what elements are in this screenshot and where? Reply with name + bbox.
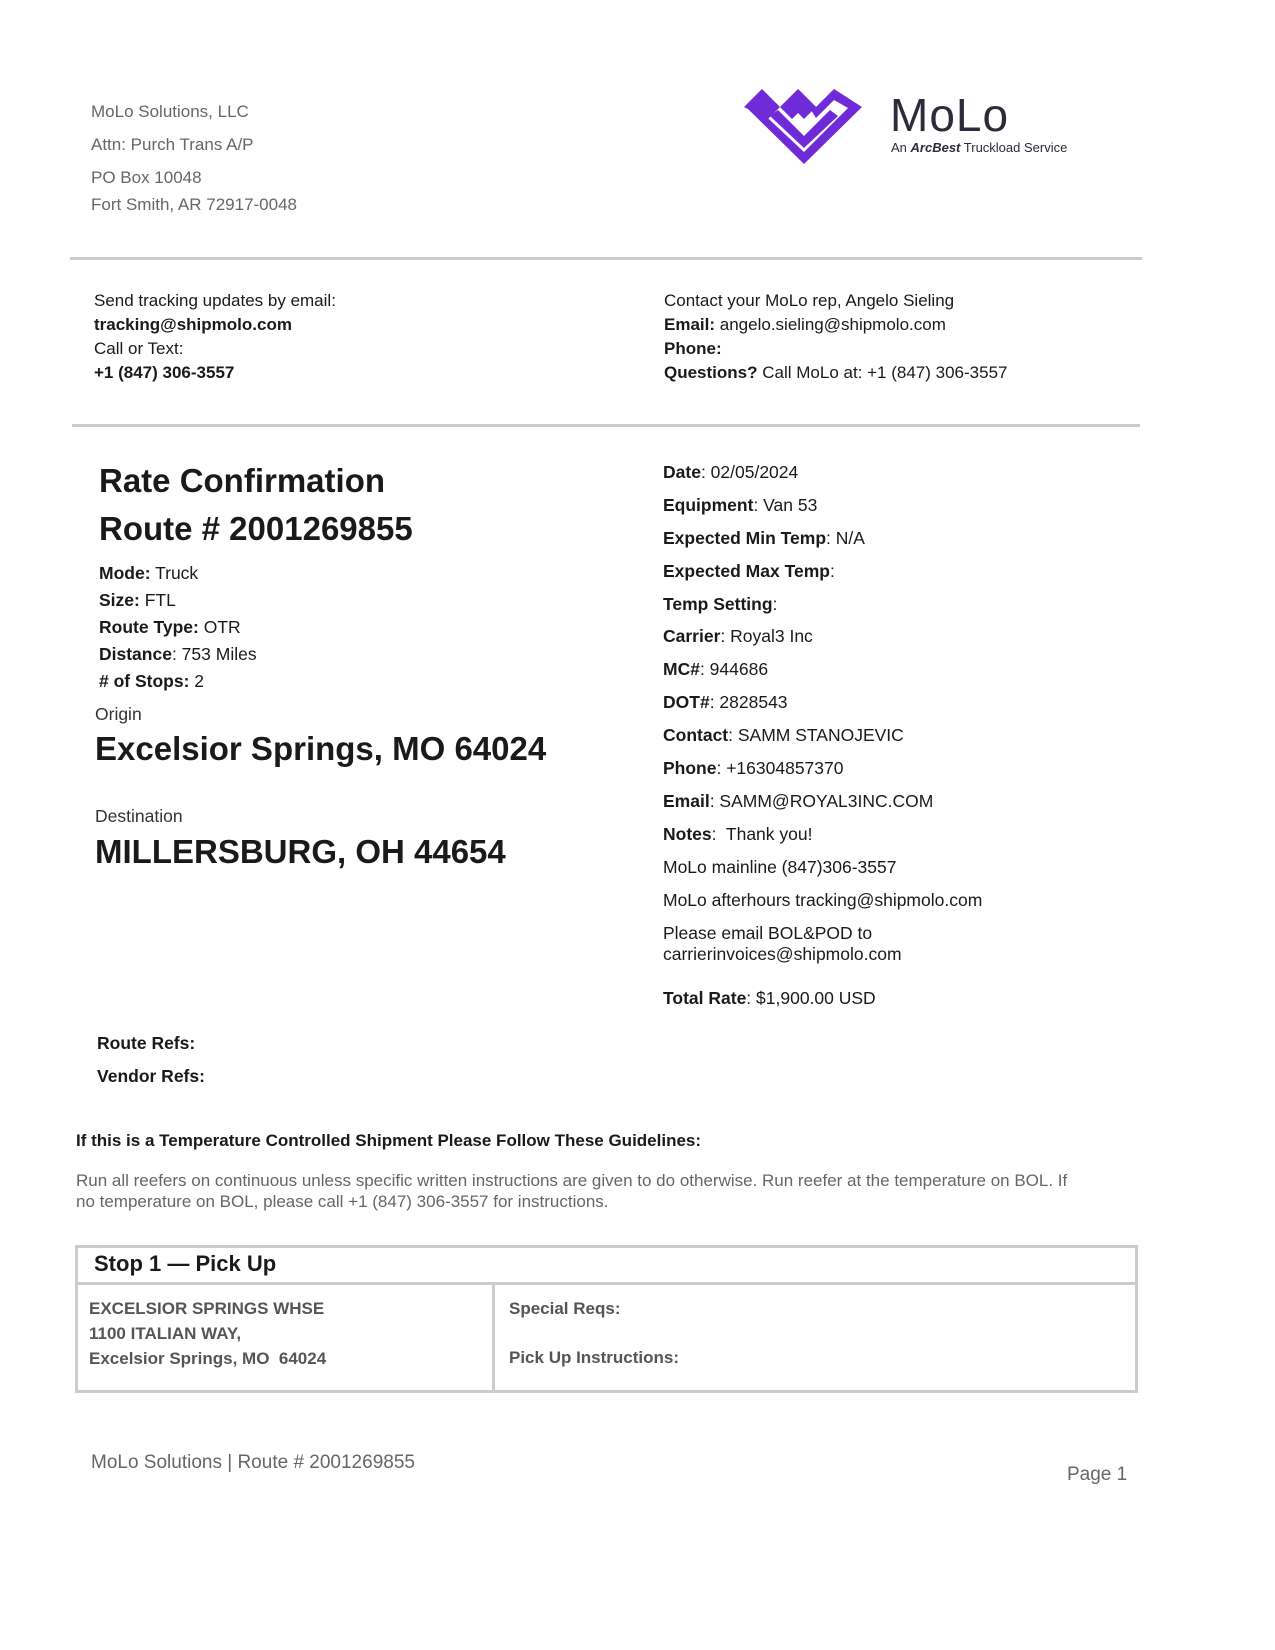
notes-bol-line2: carrierinvoices@shipmolo.com [663, 944, 902, 964]
stop-1-column-divider [492, 1284, 495, 1392]
detail-equipment [663, 495, 817, 516]
footer-route: MoLo Solutions | Route # 2001269855 [91, 1452, 415, 1473]
rep-email-row [664, 312, 946, 337]
total-rate-label: Total Rate [663, 988, 747, 1008]
mode-label: Mode: [99, 563, 151, 583]
detail-value[interactable]: : SAMM@ROYAL3INC.COM [709, 791, 934, 811]
rep-questions-row [664, 360, 1008, 385]
rep-questions-label: Questions? [664, 363, 758, 382]
stop-1-header-divider [75, 1282, 1138, 1285]
detail-label: MC# [663, 659, 700, 679]
tracking-phone[interactable]: +1 (847) 306-3557 [94, 363, 235, 382]
rep-questions-value: Call MoLo at: +1 (847) 306-3557 [762, 363, 1008, 382]
stop-1-facility-name: EXCELSIOR SPRINGS WHSE [89, 1299, 325, 1318]
detail-contact [663, 725, 904, 746]
tracking-instructions: Send tracking updates by email: [94, 291, 336, 310]
temperature-text-line2: no temperature on BOL, please call +1 (847) 306-3557 for instructions. [76, 1192, 609, 1211]
detail-value: : 02/05/2024 [700, 462, 799, 482]
route-type-value: OTR [203, 617, 241, 637]
rep-phone-label: Phone: [664, 339, 722, 358]
size-row [99, 586, 176, 614]
detail-value: : [772, 594, 778, 614]
molo-logo [740, 80, 1090, 170]
temperature-text-line1: Run all reefers on continuous unless specific written instructions are given to do otherwise. Run reefer at the temperature on BOL. If [76, 1171, 1068, 1190]
stops-label: # of Stops: [99, 671, 190, 691]
size-value: FTL [144, 590, 176, 610]
detail-value: : Thank you! [711, 824, 813, 844]
detail-label: Email [663, 791, 710, 811]
molo-logo-mark-icon [740, 80, 868, 166]
stops-value: 2 [194, 671, 205, 691]
detail-value: : SAMM STANOJEVIC [728, 725, 904, 745]
detail-phone [663, 758, 844, 779]
detail-temp-setting [663, 594, 777, 615]
route-number: Route # 2001269855 [99, 510, 413, 547]
header-divider [70, 257, 1142, 260]
billing-po-box: PO Box 10048 [91, 168, 202, 187]
detail-mc [663, 659, 768, 680]
total-rate-value: : $1,900.00 USD [746, 988, 876, 1008]
notes-bol-line1: Please email BOL&POD to [663, 923, 873, 943]
notes-afterhours: MoLo afterhours tracking@shipmolo.com [663, 890, 983, 910]
rep-email-label: Email: [664, 315, 716, 334]
stop-1-address [89, 1296, 326, 1371]
vendor-refs-label: Vendor Refs: [97, 1066, 205, 1086]
billing-attn: Attn: Purch Trans A/P [91, 135, 254, 154]
detail-value: : [829, 561, 835, 581]
detail-value: : N/A [826, 528, 865, 548]
detail-label: Expected Min Temp [663, 528, 827, 548]
detail-notes [663, 824, 812, 845]
distance-label: Distance [99, 644, 172, 664]
detail-value: : Van 53 [753, 495, 818, 515]
tagline-prefix: An [891, 140, 907, 155]
detail-value: : Royal3 Inc [720, 626, 813, 646]
route-type-label: Route Type: [99, 617, 199, 637]
detail-value[interactable]: : +16304857370 [716, 758, 844, 778]
origin-value: Excelsior Springs, MO 64024 [95, 730, 547, 767]
total-rate [663, 988, 876, 1009]
tagline-brand: ArcBest [910, 140, 961, 155]
tracking-email[interactable]: tracking@shipmolo.com [94, 315, 292, 334]
stop-1-heading: Stop 1 — Pick Up [94, 1251, 277, 1276]
stops-row [99, 667, 204, 695]
detail-label: Date [663, 462, 701, 482]
destination-label: Destination [95, 806, 183, 826]
detail-label: Notes [663, 824, 712, 844]
detail-carrier [663, 626, 813, 647]
stop-1-city: Excelsior Springs, MO 64024 [89, 1349, 327, 1368]
detail-label: Expected Max Temp [663, 561, 830, 581]
molo-wordmark: MoLo [890, 89, 1010, 141]
temperature-heading: If this is a Temperature Controlled Shipment Please Follow These Guidelines: [76, 1131, 702, 1150]
route-type-row [99, 613, 241, 641]
detail-label: Temp Setting [663, 594, 773, 614]
molo-tagline [891, 140, 1067, 155]
size-label: Size: [99, 590, 140, 610]
billing-company: MoLo Solutions, LLC [91, 102, 249, 121]
section-divider [72, 424, 1140, 427]
page-number: Page 1 [1067, 1464, 1128, 1485]
detail-min-temp [663, 528, 865, 549]
destination-value: MILLERSBURG, OH 44654 [95, 833, 506, 870]
stop-1-special-reqs-label: Special Reqs: [509, 1299, 621, 1318]
stop-1-pickup-instructions-label: Pick Up Instructions: [509, 1348, 680, 1367]
detail-dot [663, 692, 788, 713]
distance-row [99, 640, 257, 668]
detail-label: Contact [663, 725, 729, 745]
detail-date [663, 462, 798, 483]
detail-max-temp [663, 561, 835, 582]
origin-label: Origin [95, 704, 142, 724]
mode-row [99, 559, 198, 587]
mode-value: Truck [155, 563, 199, 583]
route-refs-label: Route Refs: [97, 1033, 196, 1053]
detail-label: Phone [663, 758, 717, 778]
detail-label: Equipment [663, 495, 754, 515]
distance-value: : 753 Miles [171, 644, 257, 664]
tagline-suffix: Truckload Service [963, 140, 1068, 155]
detail-value: : 2828543 [709, 692, 788, 712]
billing-city-state-zip: Fort Smith, AR 72917-0048 [91, 195, 298, 214]
notes-mainline: MoLo mainline (847)306-3557 [663, 857, 897, 877]
detail-email [663, 791, 933, 812]
stop-1-street: 1100 ITALIAN WAY, [89, 1324, 242, 1343]
detail-label: Carrier [663, 626, 721, 646]
page-title: Rate Confirmation [99, 462, 386, 499]
detail-label: DOT# [663, 692, 710, 712]
rep-email-value[interactable]: angelo.sieling@shipmolo.com [719, 315, 946, 334]
rep-contact-line: Contact your MoLo rep, Angelo Sieling [664, 291, 955, 310]
tracking-call-label: Call or Text: [94, 339, 184, 358]
detail-value: : 944686 [699, 659, 769, 679]
